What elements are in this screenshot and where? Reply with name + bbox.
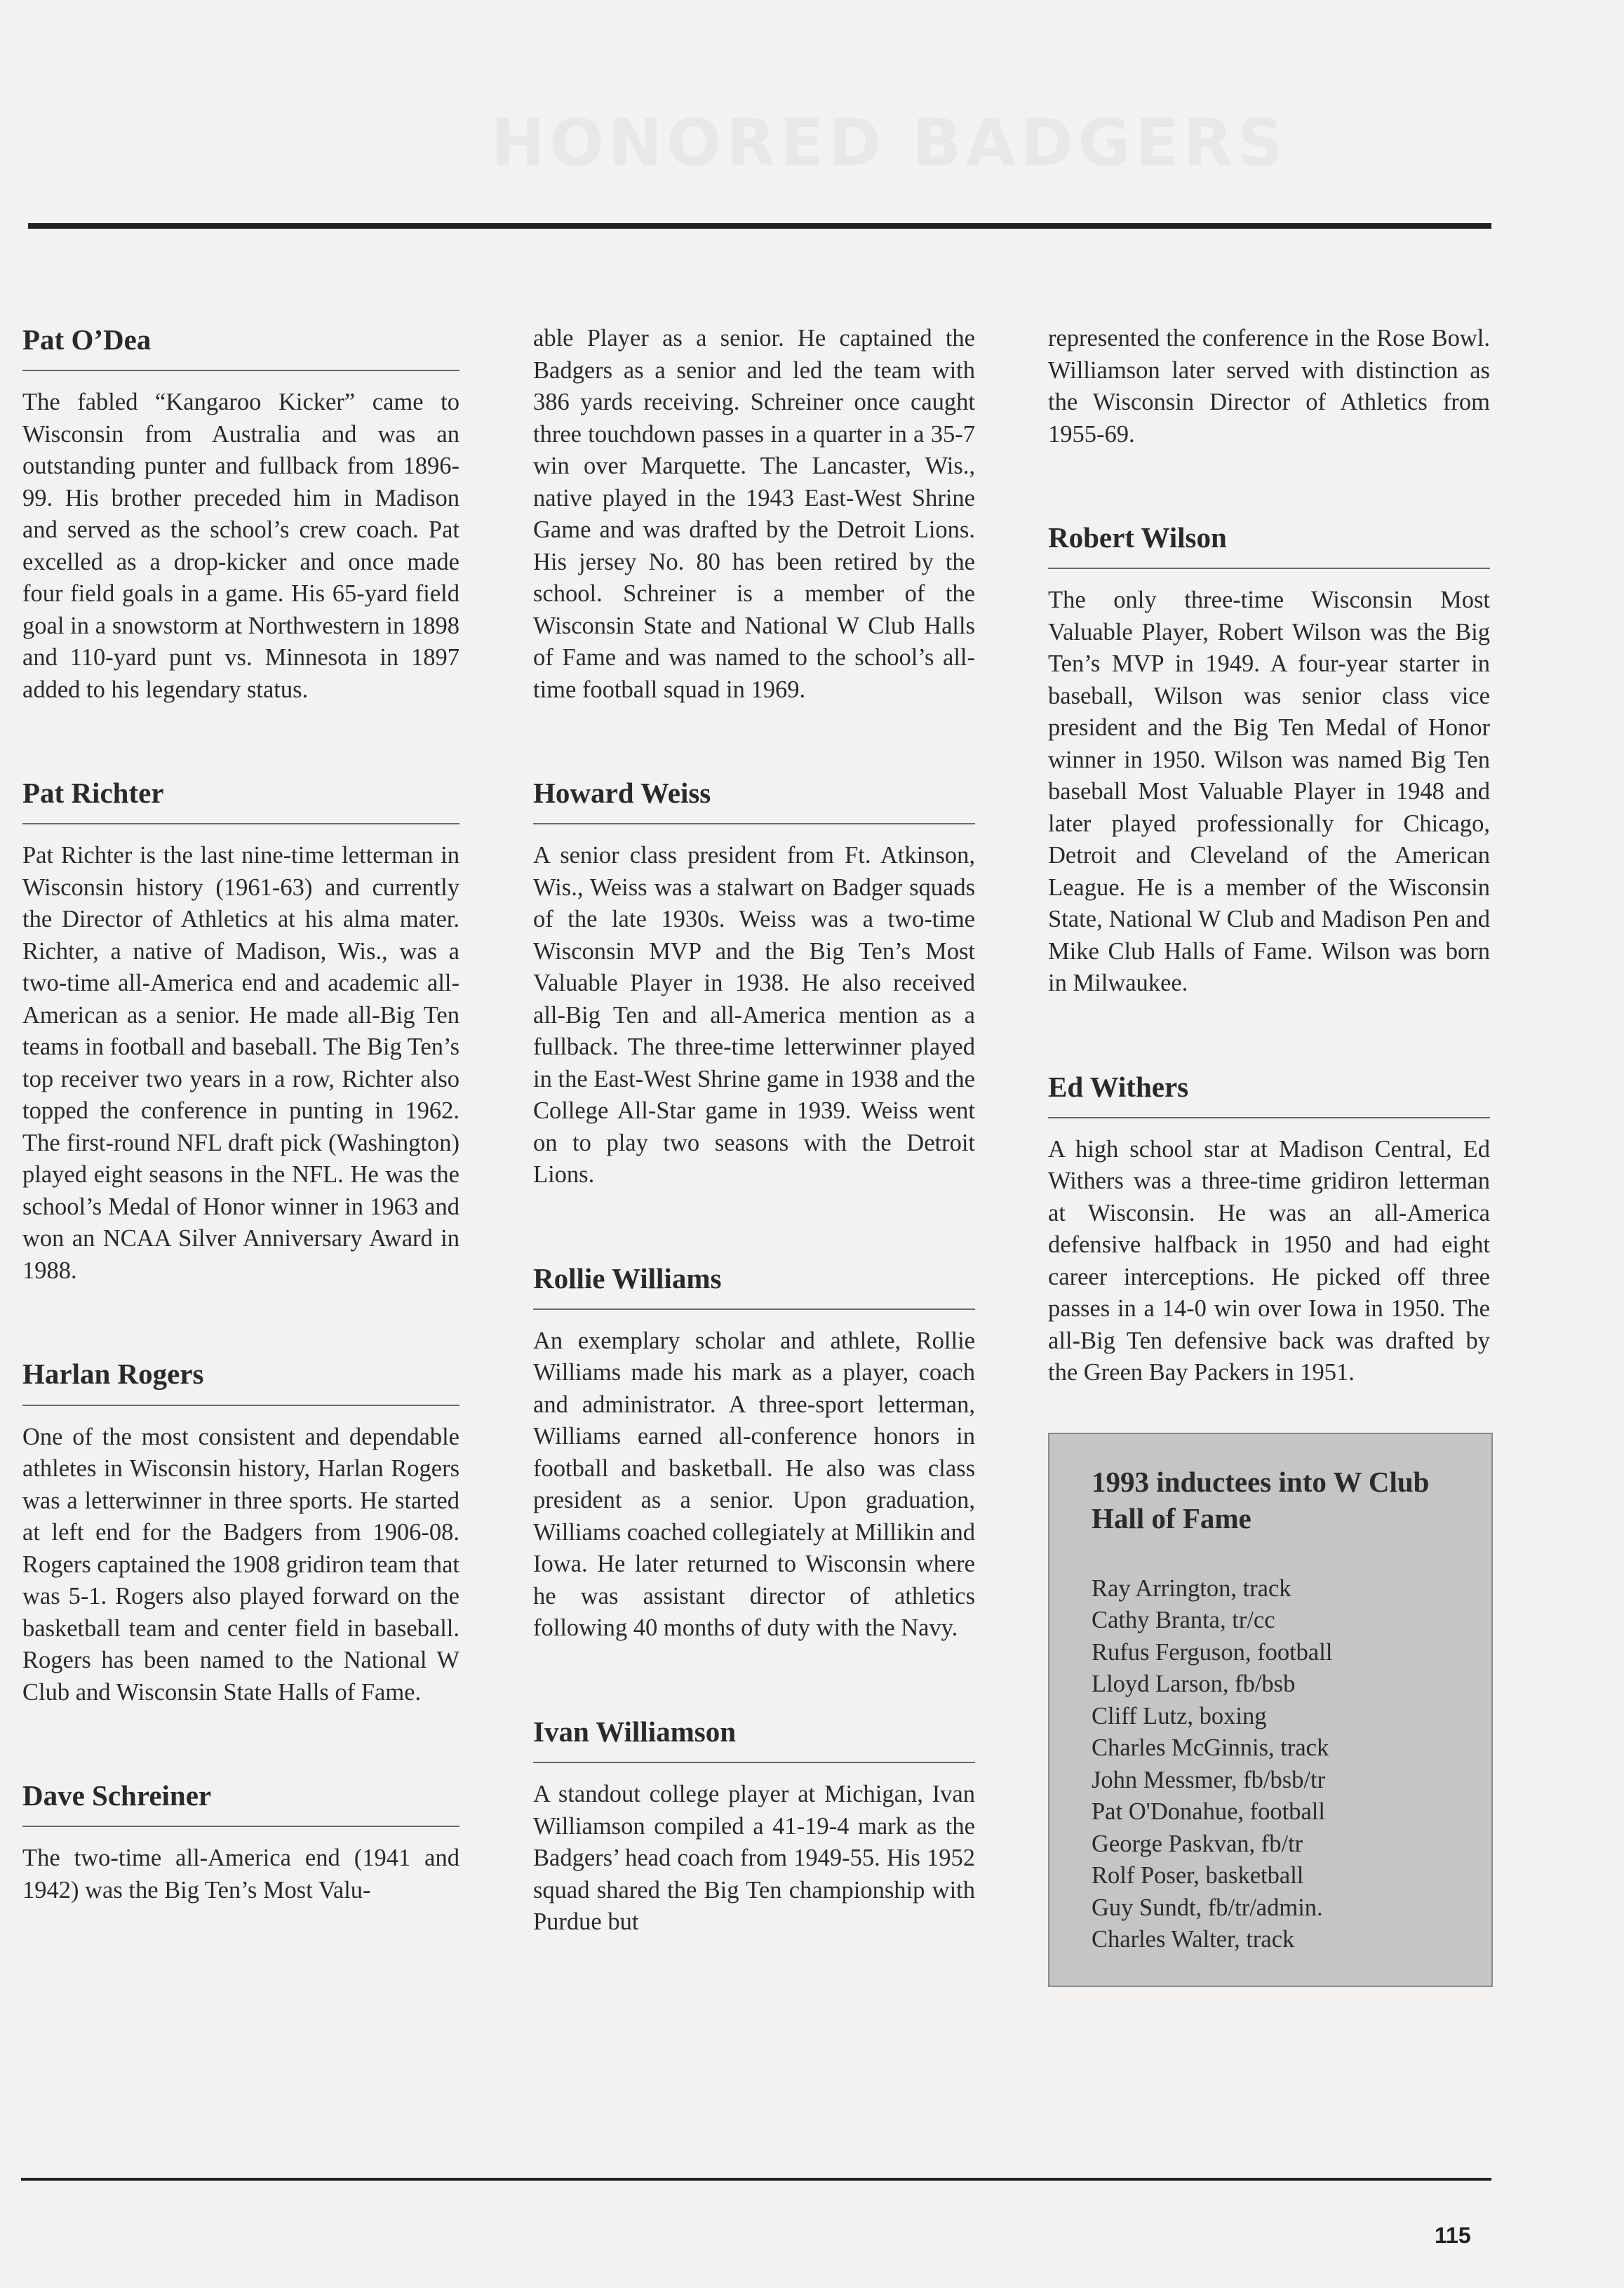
bio-text: Pat Richter is the last nine-time letterman in Wisconsin history (1961-63) and currently the Director of Athletics at his alma mater. Richter, a native of Madison, Wis., was a two-time all-America end and academic all-American as a senior. He made all-Big Ten teams in football and baseball. The Big Ten’s top receiver two years in a row, Richter also topped the conference in punting in 1962. The first-round NFL draft pick (Washington) played eight seasons in the NFL. He was the school’s Medal of Honor winner in 1963 and won an NCAA Silver Anniversary Award in 1988. bbox=[22, 842, 459, 1284]
bio-heading: Howard Weiss bbox=[533, 776, 975, 824]
inductees-list bbox=[1092, 1573, 1449, 1956]
bio-harlan-rogers bbox=[22, 1357, 459, 1708]
bio-ed-withers bbox=[1048, 1070, 1490, 1389]
bio-pat-richter bbox=[22, 776, 459, 1287]
bio-robert-wilson bbox=[1048, 521, 1490, 1000]
bio-heading: Harlan Rogers bbox=[22, 1357, 459, 1405]
bio-ivan-williamson-continued bbox=[1048, 323, 1490, 450]
bio-ivan-williamson bbox=[533, 1715, 975, 1939]
list-item: Cathy Branta, tr/cc bbox=[1092, 1607, 1275, 1634]
bio-heading: Rollie Williams bbox=[533, 1262, 975, 1310]
bio-text: able Player as a senior. He captained the Badgers as a senior and led the team with 386 yards receiving. Schreiner once caught three touchdown passes in a quarter in a 35-7 win over Marquette. The Lancaster, Wis., native played in the 1943 East-West Shrine Game and was drafted by the Detroit Lions. His jersey No. 80 has been retired by the school. Schreiner is a member of the Wisconsin State and National W Club Halls of Fame and was named to the school’s all-time football squad in 1969. bbox=[533, 325, 975, 703]
list-item: Pat O'Donahue, football bbox=[1092, 1798, 1325, 1826]
bio-pat-odea bbox=[22, 323, 459, 706]
bio-rollie-williams bbox=[533, 1262, 975, 1645]
bio-heading: Pat Richter bbox=[22, 776, 459, 824]
bio-text: A standout college player at Michigan, Ivan Williamson compiled a 41-19-4 mark as the Badgers’ head coach from 1949-55. His 1952 squad shared the Big Ten championship with Purdue but bbox=[533, 1781, 975, 1936]
list-item: Lloyd Larson, fb/bsb bbox=[1092, 1671, 1296, 1698]
bio-heading: Dave Schreiner bbox=[22, 1779, 459, 1827]
list-item: Cliff Lutz, boxing bbox=[1092, 1702, 1267, 1730]
top-rule bbox=[28, 223, 1491, 229]
list-item: George Paskvan, fb/tr bbox=[1092, 1830, 1303, 1857]
bottom-rule bbox=[21, 2178, 1491, 2181]
bio-text: The two-time all-America end (1941 and 1942) was the Big Ten’s Most Valu- bbox=[22, 1845, 459, 1904]
bio-text: The only three-time Wisconsin Most Valuable Player, Robert Wilson was the Big Ten’s MVP in 1949. A four-year starter in baseball, Wilson was senior class vice president and the Big Ten Medal of Honor winner in 1950. Wilson was named Big Ten baseball Most Valuable Player in 1948 and later played professionally for Chicago, Detroit and Cleveland of the American League. He is a member of the Wisconsin State, National W Club and Madison Pen and Mike Club Halls of Fame. Wilson was born in Milwaukee. bbox=[1048, 587, 1490, 997]
list-item: Rolf Poser, basketball bbox=[1092, 1862, 1304, 1889]
bio-text: A senior class president from Ft. Atkinson, Wis., Weiss was a stalwart on Badger squads of the late 1930s. Weiss was a two-time Wisconsin MVP and the Big Ten’s Most Valuable Player in 1938. He also received all-Big Ten and all-America mention as a fullback. The three-time letterwinner played in the East-West Shrine game in 1938 and the College All-Star game in 1939. Weiss went on to play two seasons with the Detroit Lions. bbox=[533, 842, 975, 1189]
column-1 bbox=[22, 323, 459, 1906]
bio-heading: Ed Withers bbox=[1048, 1070, 1490, 1118]
bio-text: represented the conference in the Rose Bowl. Williamson later served with distinction as the Wisconsin Director of Athletics from 1955-69. bbox=[1048, 325, 1490, 448]
bio-dave-schreiner bbox=[22, 1779, 459, 1906]
bio-text: The fabled “Kangaroo Kicker” came to Wisconsin from Australia and was an outstanding punter and fullback from 1896-99. His brother preceded him in Madison and served as the school’s crew coach. Pat excelled as a drop-kicker and once made four field goals in a game. His 65-yard field goal in a snowstorm at Northwestern in 1898 and 110-yard punt vs. Minnesota in 1897 added to his legendary status. bbox=[22, 389, 459, 703]
list-item: Charles McGinnis, track bbox=[1092, 1734, 1329, 1762]
column-2 bbox=[533, 323, 975, 1939]
bio-text: One of the most consistent and dependable athletes in Wisconsin history, Harlan Rogers was a letterwinner in three sports. He started at left end for the Badgers from 1906-08. Rogers captained the 1908 gridiron team that was 5-1. Rogers also played forward on the basketball team and center field in baseball. Rogers has been named to the National W Club and Wisconsin State Halls of Fame. bbox=[22, 1423, 459, 1706]
bio-heading: Ivan Williamson bbox=[533, 1715, 975, 1763]
bio-dave-schreiner-continued bbox=[533, 323, 975, 706]
list-item: Charles Walter, track bbox=[1092, 1926, 1295, 1953]
list-item: John Messmer, fb/bsb/tr bbox=[1092, 1766, 1326, 1793]
bio-heading: Robert Wilson bbox=[1048, 521, 1490, 569]
list-item: Rufus Ferguson, football bbox=[1092, 1638, 1333, 1666]
list-item: Guy Sundt, fb/tr/admin. bbox=[1092, 1894, 1323, 1921]
column-3 bbox=[1048, 323, 1490, 1987]
inductees-sidebar-box bbox=[1048, 1433, 1493, 1987]
bio-text: An exemplary scholar and athlete, Rollie Williams made his mark as a player, coach and administrator. A three-sport letterman, Williams earned all-conference honors in football and basketball. He also was class president as a senior. Upon graduation, Williams coached collegiately at Millikin and Iowa. He later returned to Wisconsin where he was assistant director of athletics following 40 months of duty with the Navy. bbox=[533, 1327, 975, 1642]
bio-howard-weiss bbox=[533, 776, 975, 1191]
list-item: Ray Arrington, track bbox=[1092, 1574, 1291, 1602]
bio-heading: Pat O’Dea bbox=[22, 323, 459, 371]
bio-text: A high school star at Madison Central, Ed Withers was a three-time gridiron letterman at Wisconsin. He was an all-America defensive halfback in 1950 and had eight career interceptions. He picked off three passes in a 14-0 win over Iowa in 1950. The all-Big Ten defensive back was drafted by the Green Bay Packers in 1951. bbox=[1048, 1135, 1490, 1386]
faded-header-title: HONORED BADGERS bbox=[491, 105, 1288, 180]
inductees-box-title: 1993 inductees into W Club Hall of Fame bbox=[1092, 1465, 1430, 1534]
page-number: 115 bbox=[1435, 2223, 1471, 2248]
